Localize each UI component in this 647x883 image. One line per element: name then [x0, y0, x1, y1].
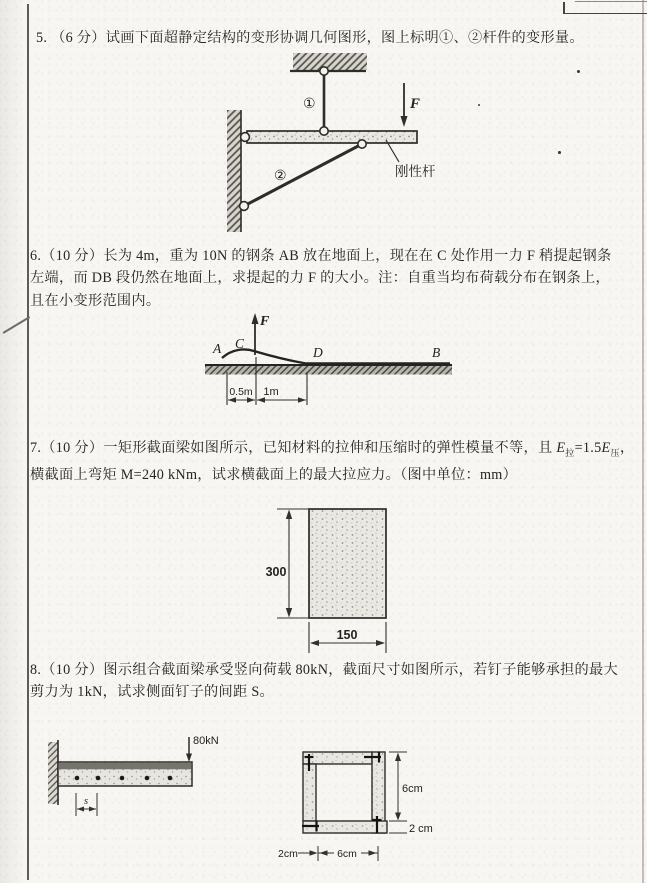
dim-2cm-bottom-label: 2cm	[278, 848, 298, 860]
page-edge-right	[642, 0, 644, 883]
question-5-text: 5. （6 分）试画下面超静定结构的变形协调几何图形，图上标明①、②杆件的变形量。	[36, 30, 584, 46]
scan-speck	[478, 104, 480, 106]
q5-force-label: F	[410, 96, 421, 112]
width-dim-label: 150	[336, 628, 358, 642]
pin-ceiling-icon	[320, 67, 328, 75]
point-a-label: A	[213, 341, 222, 356]
q8-section-diagram	[270, 735, 450, 870]
force-arrow-up-icon	[252, 313, 259, 355]
pin-bar-top-icon	[320, 127, 328, 135]
point-d-label: D	[313, 345, 323, 360]
wall-support-hatch	[227, 110, 241, 232]
page-border-left	[27, 4, 29, 880]
member-2-label: ②	[274, 169, 287, 184]
modulus-e1: E	[556, 440, 566, 456]
modulus-e1-sub: 拉	[565, 447, 575, 458]
pin-wall-top-icon	[241, 133, 250, 142]
modulus-e2-sub: 压	[610, 447, 620, 458]
q7-diagram	[250, 500, 420, 665]
q6-force-label: F	[260, 314, 270, 329]
dim-6cm-bottom-label: 6cm	[337, 848, 357, 860]
q7-formula-mid: =1.5	[574, 440, 602, 456]
question-6-text	[30, 245, 611, 312]
corner-box-horizontal	[563, 13, 647, 15]
q7-line-1	[30, 437, 634, 464]
q5-diagram	[200, 50, 460, 240]
height-dimension	[277, 509, 309, 618]
q7-line1-tail: ，	[619, 440, 635, 456]
ceiling-support-hatch	[290, 53, 367, 71]
q6-diagram	[200, 305, 460, 415]
q6-line-2: 左端，而 DB 段仍然在地面上，求提起的力 F 的大小。注：自重当均布荷载分布在钢条上，	[30, 270, 610, 287]
member-2-bar	[244, 144, 362, 206]
q6-line-1: 6.（10 分）长为 4m，重为 10N 的钢条 AB 放在地面上，现在在 C 处作用一力 F 稍提起钢条	[30, 248, 612, 264]
point-b-label: B	[432, 345, 441, 360]
ground-hatch	[205, 365, 452, 375]
rigid-bar-label: 刚性杆	[395, 164, 436, 179]
pin-diagonal-top-icon	[358, 140, 366, 148]
left-plank	[303, 764, 316, 821]
q8-line-2: 剪力为 1kN，试求侧面钉子的间距 S。	[30, 684, 275, 701]
height-dim-label: 300	[265, 565, 287, 579]
question-8-text	[30, 659, 618, 704]
q7-line-2: 横截面上弯矩 M=240 kNm，试求横截面上的最大拉应力。（图中单位：mm）	[30, 467, 518, 484]
dim-6cm-right-label: 6cm	[402, 783, 423, 795]
q6-line-3: 且在小变形范围内。	[30, 292, 161, 309]
question-7-text	[30, 437, 634, 487]
wall-support-hatch	[48, 740, 58, 805]
scan-speck	[577, 70, 580, 73]
q8-beam-diagram	[40, 725, 240, 825]
cross-section-rect	[309, 509, 386, 618]
corner-box-top	[575, 1, 647, 2]
modulus-e2: E	[601, 440, 611, 456]
load-label: 80kN	[193, 735, 219, 747]
scan-speck	[558, 151, 561, 154]
force-arrow-down-icon	[401, 83, 408, 127]
fold-mark	[3, 316, 30, 333]
point-c-label: C	[235, 336, 245, 351]
rigid-bar	[247, 131, 417, 143]
load-arrow-down-icon	[186, 737, 192, 762]
q7-line1-pre: 7.（10 分）一矩形截面梁如图所示，已知材料的拉伸和压缩时的弹性模量不等，且	[30, 440, 557, 456]
dim-ac-label: 0.5m	[229, 386, 253, 398]
corner-box-vertical	[563, 2, 565, 13]
dim-2cm-right-label: 2 cm	[409, 823, 433, 835]
q8-line-1: 8.（10 分）图示组合截面梁承受竖向荷载 80kN，截面尺寸如图所示，若钉子能够承担的最大	[30, 662, 619, 678]
member-1-label: ①	[303, 97, 316, 112]
dim-cd-label: 1m	[263, 386, 279, 398]
pin-wall-bottom-icon	[240, 202, 249, 211]
spacing-label: s	[84, 796, 89, 807]
beam-top-plank	[59, 763, 191, 770]
